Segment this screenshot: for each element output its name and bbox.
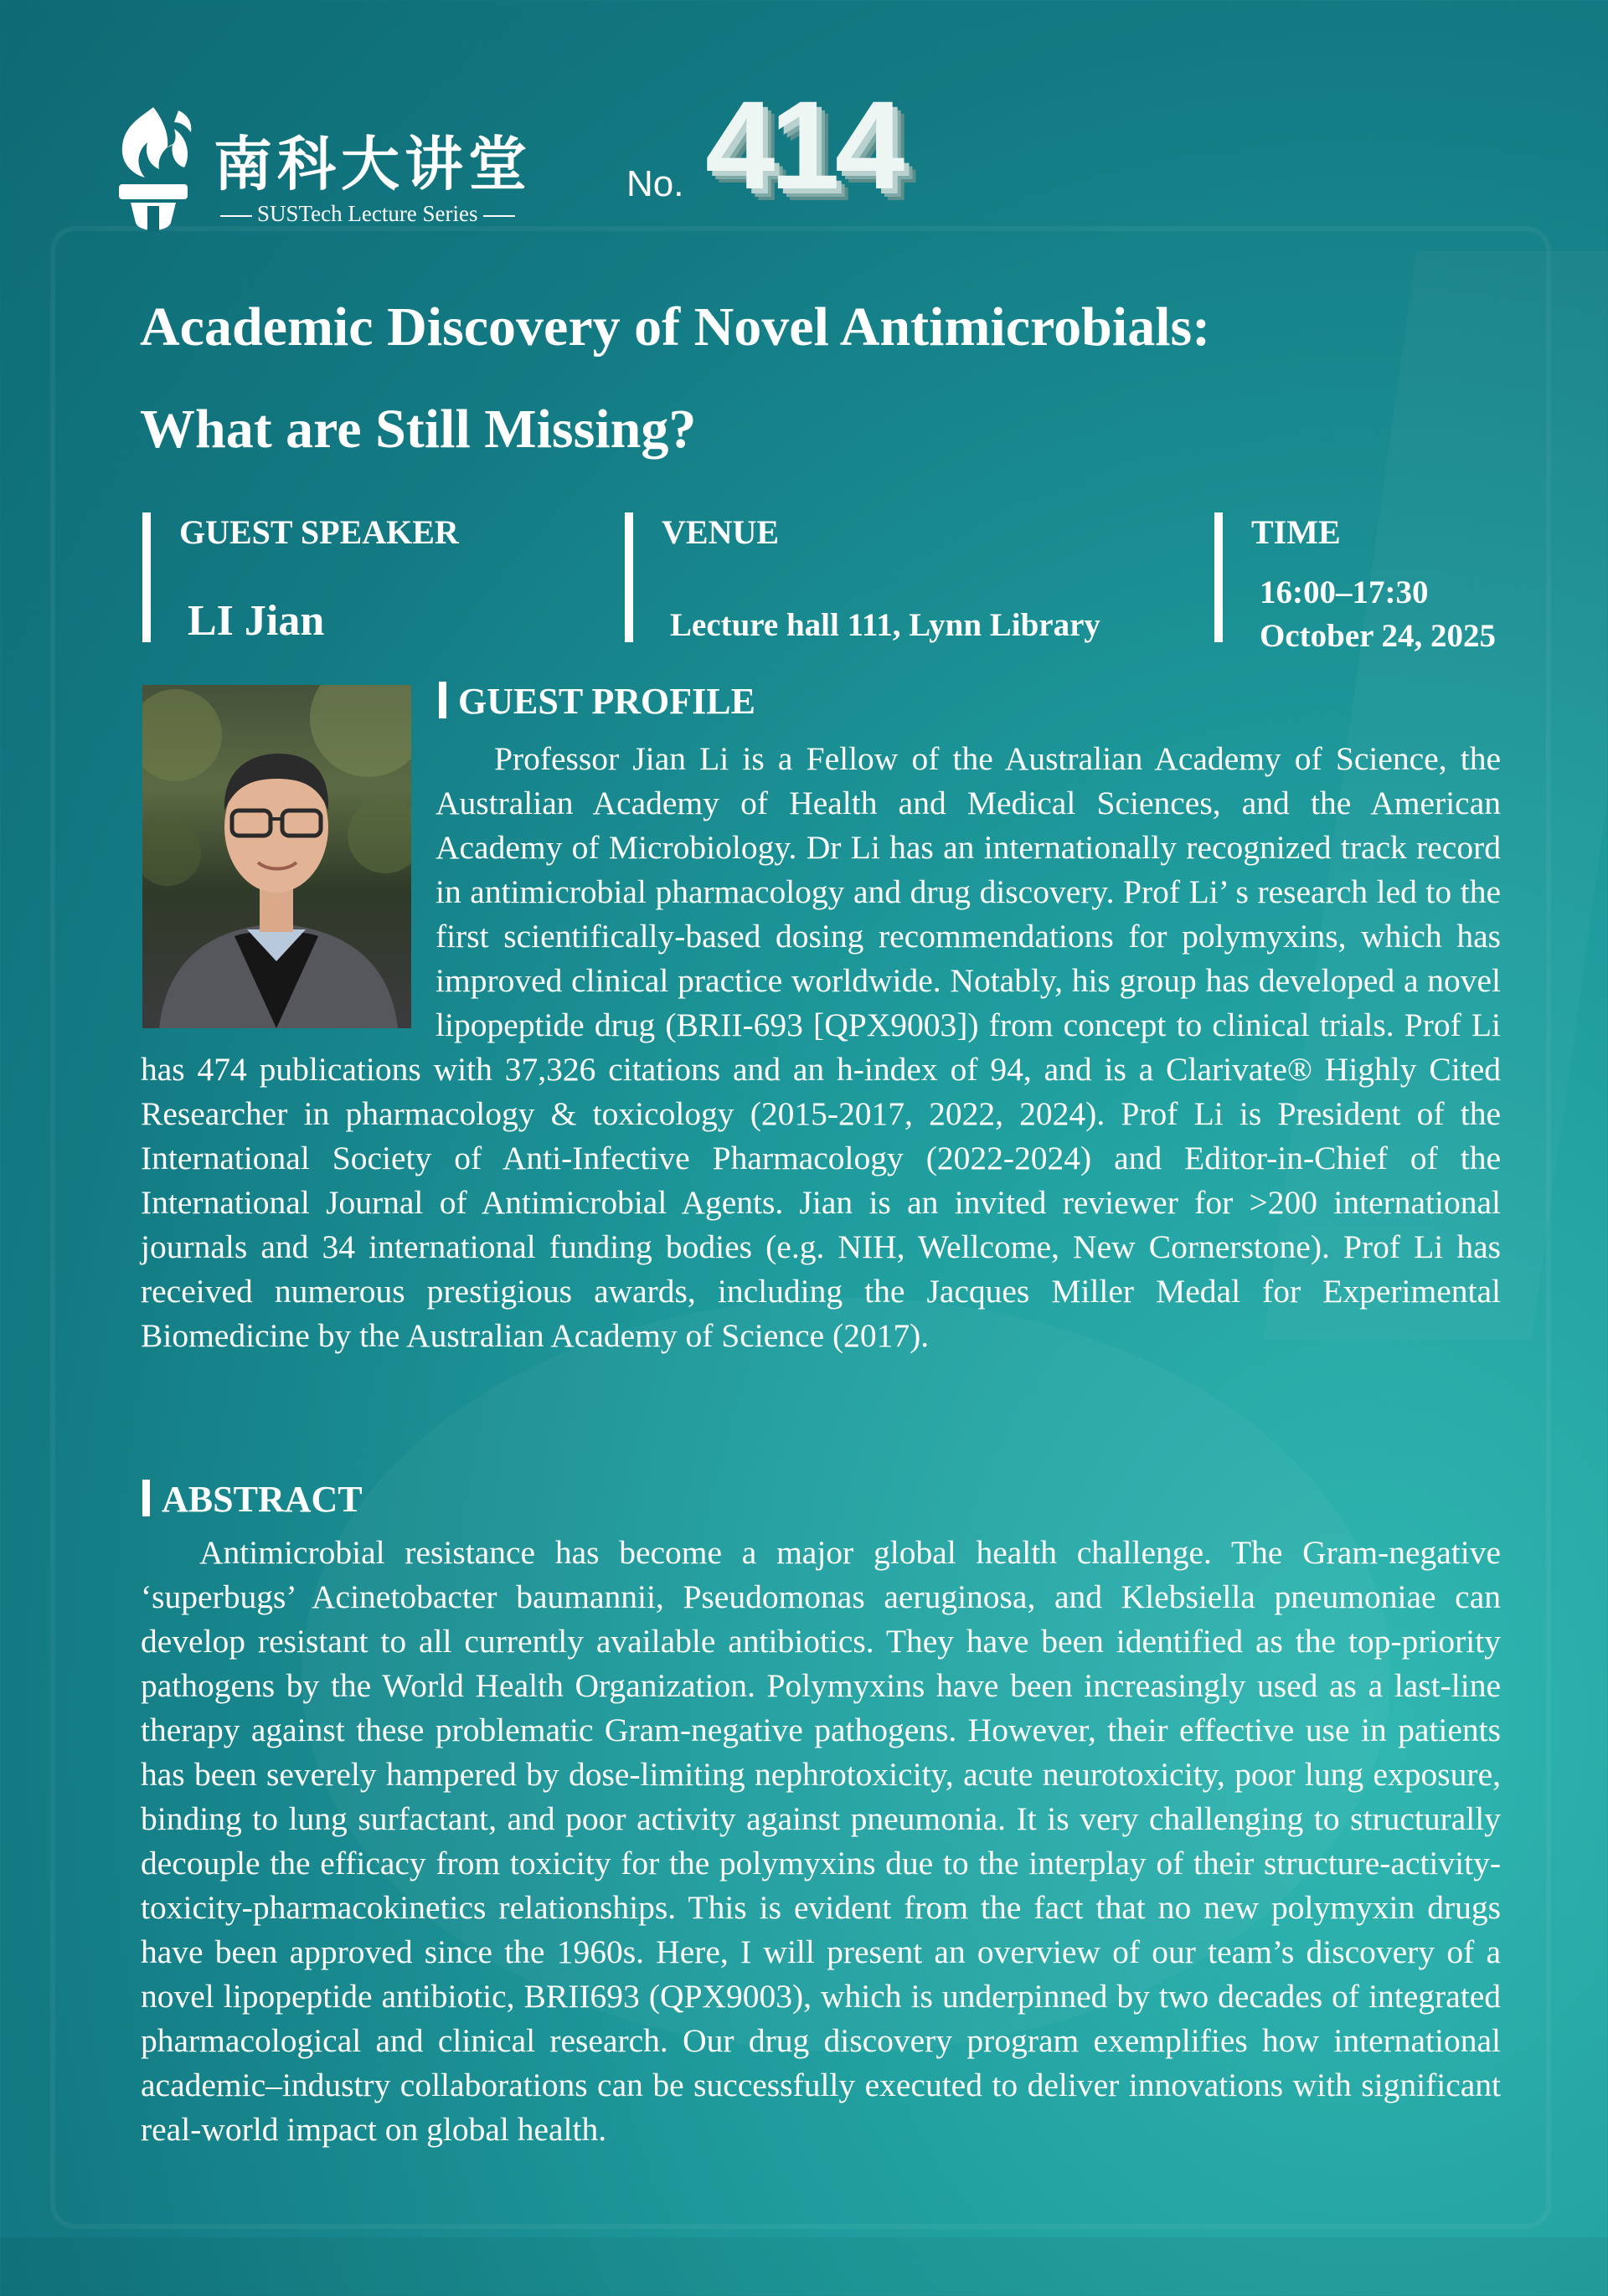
lecture-title (140, 276, 1522, 481)
guest-profile-text (141, 737, 1501, 1358)
lecture-number: 414 (705, 75, 900, 215)
abstract-body: Antimicrobial resistance has become a major global health challenge. The Gram-negative ‘superbugs’ Acinetobacter baumannii, Pseudomonas aeruginosa, and Klebsiella pneumoniae can develop resistant to all currently available antibiotics. They have been identified as the top-priority pathogens by the World Health Organization. Polymyxins have been increasingly used as a last-line therapy against these problematic Gram-negative pathogens. However, their effective use in patients has been severely hampered by dose-limiting nephrotoxicity, acute neurotoxicity, poor lung exposure, binding to lung surfactant, and poor activity against pneumonia. It is very challenging to structurally decouple the efficacy from toxicity for the polymyxins due to the interplay of their structure-activity-toxicity-pharmacokinetics relationships. This is evident from the fact that no new polymyxin drugs have been approved since the 1960s. Here, I will present an overview of our team’s discovery of a novel lipopeptide antibiotic, BRII693 (QPX9003), which is underpinned by two decades of integrated pharmacological and clinical research. Our drug discovery program exemplifies how international academic–industry collaborations can be successfully executed to deliver innovations with significant real-world impact on global health. (141, 1534, 1501, 2148)
guest-profile-heading-text: GUEST PROFILE (458, 681, 755, 722)
logo-english-name (215, 201, 520, 227)
guest-speaker-name: LI Jian (188, 597, 325, 645)
guest-speaker-block (142, 512, 631, 645)
lecture-number-label: No. (626, 163, 684, 204)
venue-value: Lecture hall 111, Lynn Library (670, 607, 1100, 643)
abstract-heading-text: ABSTRACT (162, 1479, 363, 1520)
time-details (1260, 571, 1496, 658)
guest-profile-heading-bar (439, 682, 446, 718)
logo-rule-left (220, 215, 252, 217)
venue-label: VENUE (662, 513, 780, 551)
abstract-heading (142, 1478, 363, 1521)
background-footer-band (0, 2237, 1608, 2296)
abstract-heading-bar (142, 1480, 150, 1516)
guest-profile-body: Professor Jian Li is a Fellow of the Australian Academy of Science, the Australian Academy of Health and Medical Sciences, and the American Academy of Microbiology. Dr Li has an internationally recognized track record in antimicrobial pharmacology and drug discovery. Prof Li’ s research led to the first scientifically-based dosing recommendations for polymyxins, which has improved clinical practice worldwide. Notably, his group has developed a novel lipopeptide drug (BRII-693 [QPX9003]) from concept to clinical trials. Prof Li has 474 publications with 37,326 citations and an h-index of 94, and is a Clarivate® Highly Cited Researcher in pharmacology & toxicology (2015-2017, 2022, 2024). Prof Li is President of the International Society of Anti-Infective Pharmacology (2022-2024) and Editor-in-Chief of the International Journal of Antimicrobial Agents. Jian is an invited reviewer for >200 international journals and 34 international funding bodies (e.g. NIH, Wellcome, New Cornerstone). Prof Li has received numerous prestigious awards, including the Jacques Miller Medal for Experimental Biomedicine by the Australian Academy of Science (2017). (141, 740, 1501, 1354)
time-value: 16:00–17:30 (1260, 574, 1429, 610)
photo-wrap-spacer (141, 737, 436, 1047)
date-value: October 24, 2025 (1260, 618, 1496, 654)
guest-speaker-label: GUEST SPEAKER (179, 513, 459, 551)
lecture-title-line2: What are Still Missing? (140, 399, 697, 460)
time-label: TIME (1251, 513, 1341, 551)
abstract-text (141, 1531, 1501, 2152)
torch-logo-icon (107, 100, 199, 243)
venue-block (625, 512, 1198, 642)
logo-chinese-name: 南科大讲堂 (214, 130, 532, 198)
guest-profile-heading (439, 680, 755, 723)
logo-english-text: SUSTech Lecture Series (257, 201, 478, 226)
lecture-title-line1: Academic Discovery of Novel Antimicrobials: (140, 296, 1211, 358)
logo-rule-right (483, 215, 515, 217)
time-block (1214, 512, 1586, 654)
